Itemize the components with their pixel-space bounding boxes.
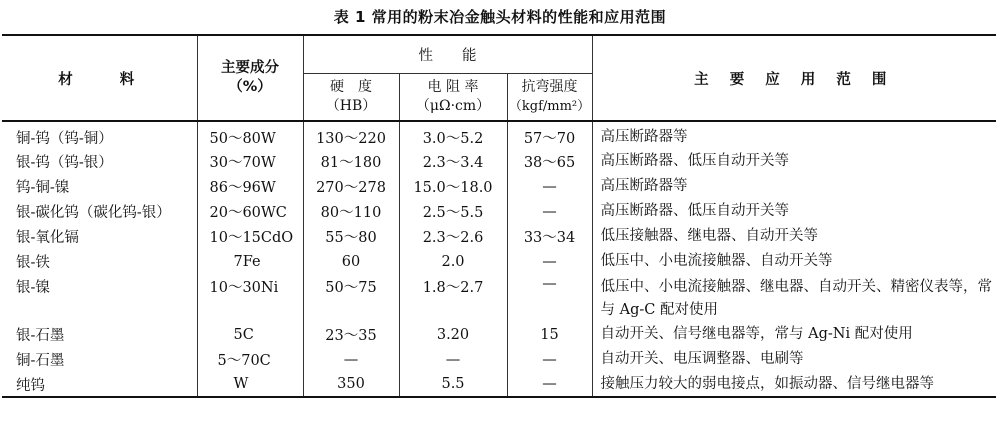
table-row	[2, 274, 996, 322]
cell-bending: 57～70	[507, 121, 592, 149]
cell-component: 50～80W	[197, 121, 303, 149]
header-main-component	[197, 35, 303, 121]
cell-material: 纯钨	[2, 372, 197, 397]
cell-component: 5C	[197, 322, 303, 347]
table-row	[2, 372, 996, 397]
cell-component: 10～15CdO	[197, 224, 303, 249]
header-bending-strength	[507, 73, 592, 121]
cell-component: W	[197, 372, 303, 397]
cell-component: 10～30Ni	[197, 274, 303, 322]
table-row	[2, 224, 996, 249]
cell-application: 低压中、小电流接触器、继电器、自动开关、精密仪表等，常与 Ag-C 配对使用	[600, 279, 993, 318]
header-main-component-line1: 主要成分	[221, 60, 279, 76]
cell-application: 自动开关、信号继电器等，常与 Ag-Ni 配对使用	[600, 326, 913, 342]
cell-hardness: 350	[303, 372, 399, 397]
header-main-component-line2: （%）	[228, 79, 272, 95]
cell-hardness: 55～80	[303, 224, 399, 249]
cell-resistivity: 3.0～5.2	[399, 121, 507, 149]
header-bending-line1: 抗弯强度	[521, 78, 578, 95]
cell-resistivity: 3.20	[399, 322, 507, 347]
cell-material: 银-镍	[2, 274, 197, 322]
header-resistivity-line1: 电 阻 率	[427, 78, 479, 95]
cell-application: 接触压力较大的弱电接点，如振动器、信号继电器等	[592, 372, 996, 397]
cell-bending: —	[507, 174, 592, 199]
cell-material: 银-钨（钨-银）	[2, 149, 197, 174]
cell-bending: 38～65	[507, 149, 592, 174]
cell-hardness: 23～35	[303, 322, 399, 347]
cell-resistivity: 2.5～5.5	[399, 199, 507, 224]
header-properties-label: 性 能	[418, 47, 477, 64]
cell-material: 银-碳化钨（碳化钨-银）	[2, 199, 197, 224]
header-hardness-line1: 硬 度	[330, 78, 372, 95]
cell-hardness: 50～75	[303, 274, 399, 322]
cell-application: 高压断路器、低压自动开关等	[600, 153, 790, 169]
cell-bending: —	[507, 372, 592, 397]
cell-resistivity: 2.3～3.4	[399, 149, 507, 174]
cell-resistivity: 15.0～18.0	[399, 174, 507, 199]
header-resistivity-line2: （μΩ·cm）	[415, 97, 491, 114]
cell-bending: —	[507, 249, 592, 274]
cell-hardness: 80～110	[303, 199, 399, 224]
table-row	[2, 149, 996, 174]
header-bending-line2: （kgf/mm²）	[508, 98, 591, 114]
cell-application: 高压断路器等	[600, 129, 688, 145]
cell-application: 高压断路器等	[600, 178, 688, 194]
table-title: 表 1 常用的粉末冶金触头材料的性能和应用范围	[333, 8, 667, 26]
cell-application: 低压中、小电流接触器、自动开关等	[600, 253, 833, 269]
cell-hardness: 81～180	[303, 149, 399, 174]
cell-resistivity: 2.0	[399, 249, 507, 274]
header-hardness	[303, 73, 399, 121]
cell-hardness: 60	[303, 249, 399, 274]
table-row	[2, 249, 996, 274]
header-hardness-line2: （HB）	[325, 97, 377, 114]
table-row	[2, 199, 996, 224]
table-row	[2, 174, 996, 199]
cell-application: 自动开关、电压调整器、电刷等	[600, 351, 804, 367]
cell-component: 30～70W	[197, 149, 303, 174]
cell-hardness: —	[303, 347, 399, 372]
cell-resistivity: 5.5	[399, 372, 507, 397]
cell-application: 低压接触器、继电器、自动开关等	[600, 228, 819, 244]
cell-bending: —	[507, 274, 592, 322]
cell-component: 20～60WC	[197, 199, 303, 224]
cell-material: 银-石墨	[2, 322, 197, 347]
table-row	[2, 322, 996, 347]
cell-bending: —	[507, 199, 592, 224]
cell-component: 5～70C	[197, 347, 303, 372]
cell-material: 铜-钨（钨-铜）	[2, 121, 197, 149]
cell-resistivity: —	[399, 347, 507, 372]
cell-resistivity: 1.8～2.7	[399, 274, 507, 322]
cell-component: 86～96W	[197, 174, 303, 199]
table-row	[2, 347, 996, 372]
header-resistivity	[399, 73, 507, 121]
cell-material: 银-氧化镉	[2, 224, 197, 249]
materials-table	[2, 34, 996, 398]
cell-hardness: 270～278	[303, 174, 399, 199]
cell-bending: —	[507, 347, 592, 372]
cell-application: 高压断路器、低压自动开关等	[600, 203, 790, 219]
table-row	[2, 121, 996, 149]
header-material: 材 料	[2, 35, 197, 121]
cell-material: 铜-石墨	[2, 347, 197, 372]
cell-bending: 15	[507, 322, 592, 347]
cell-bending: 33～34	[507, 224, 592, 249]
cell-hardness: 130～220	[303, 121, 399, 149]
cell-material: 钨-铜-镍	[2, 174, 197, 199]
header-properties	[303, 35, 592, 73]
cell-resistivity: 2.3～2.6	[399, 224, 507, 249]
cell-material: 银-铁	[2, 249, 197, 274]
header-application: 主 要 应 用 范 围	[694, 71, 895, 88]
cell-component: 7Fe	[197, 249, 303, 274]
